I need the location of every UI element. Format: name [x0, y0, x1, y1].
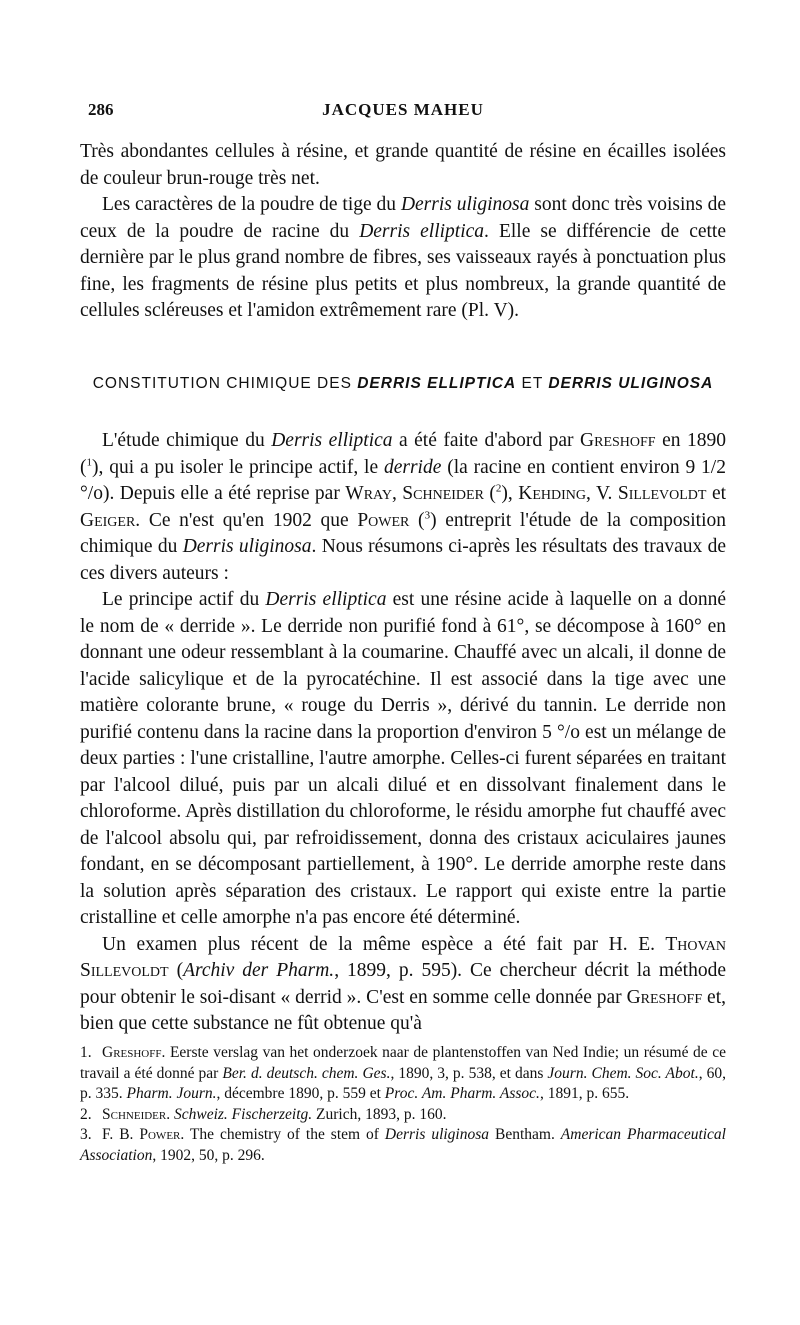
paragraph: L'étude chimique du Derris elliptica a été faite d'abord par Greshoff en 1890 ($^1$), qui a pu isoler le principe actif, le derride (la racine en contient environ 9 1/2 °/o). Depuis elle a été reprise par Wray, Schneider ($^2$), Kehding, V. Sillevoldt et Geiger. Ce n'est qu'en 1902 que Power ($^3$) entreprit l'étude de la composition chimique du Derris uliginosa. Nous résumons ci-après les résultats des travaux de ces divers auteurs :: [80, 430, 727, 584]
species-name: Derris uliginosa: [400, 194, 530, 215]
paragraph: Le principe actif du Derris elliptica est une résine acide à laquelle on a donné le nom de « derride ». Le derride non purifié fond à 61°, se décompose à 160° en donnant une odeur ressemblant à la coumarine. Chauffé avec un alcali, il donne de l'acide salicylique et de la pyrocatéchine. Il est associé dans la tige avec une matière colorante brune, « rouge du Derris », dérivé du tannin. Le derride non purifié contenu dans la racine dans la proportion d'environ 5 °/o est un mélange de deux parties : l'une cristalline, l'autre amorphe. Celles-ci furent séparées en traitant par l'alcool dilué, puis par un alcali dilué et en dissolvant finalement dans le chloroforme. Après distillation du chloroforme, le résidu amorphe fut chauffé avec de l'alcool absolu qui, par refroidissement, donna des cristaux aciculaires jaunes fondant, en se décomposant partiellement, à 190°. Le derride amorphe reste dans la solution après séparation des cristaux. Le rapport qui existe entre la partie cristalline et celle amorphe n'a pas encore été déterminé.: [80, 589, 726, 928]
running-head: JACQUES MAHEU: [322, 100, 484, 119]
paragraph: Très abondantes cellules à résine, et grande quantité de résine en écailles isolées de couleur brun-rouge très net.: [80, 141, 726, 189]
page-header: [80, 100, 726, 124]
species-name: Derris elliptica: [359, 220, 485, 242]
footnotes: [80, 1043, 726, 1166]
footnote: 1. Greshoff. Eerste verslag van het onderzoek naar de plantenstoffen van Ned Indie; un résumé de ce travail a été donné par Ber. d. deutsch. chem. Ges., 1890, 3, p. 538, et dans Journ. Chem. Soc. Abot., 60, p. 335. Pharm. Journ., décembre 1890, p. 559 et Proc. Am. Pharm. Assoc., 1891, p. 655.: [80, 1044, 726, 1102]
intro-text: [80, 139, 726, 325]
author-name: Wray, Schneider: [345, 483, 484, 504]
author-name: Greshoff: [626, 986, 703, 1008]
footnote: 2. Schneider. Schweiz. Fischerzeitg. Zurich, 1893, p. 160.: [80, 1105, 447, 1123]
footnote-ref: 3: [424, 509, 431, 521]
footnote: 3. F. B. Power. The chemistry of the stem of Derris uliginosa Bentham. American Pharmaceutical Association, 1902, 50, p. 296.: [80, 1126, 726, 1164]
author-name: Geiger: [80, 509, 136, 531]
author-name: H. E. Thovan Sillevoldt: [80, 933, 726, 981]
body-text: [80, 428, 726, 1038]
paragraph: Les caractères de la poudre de tige du Derris uliginosa sont donc très voisins de ceux de la poudre de racine du Derris elliptica. Elle se différencie de cette dernière par le plus grand nombre de fibres, ses vaisseaux rayés à ponctuation plus fine, les fragments de résine plus petits et plus nombreux, la grande quantité de cellules scléreuses et l'amidon extrêmement rare (Pl. V).: [80, 194, 727, 321]
footnote-ref: 2: [495, 482, 502, 495]
page-number: 286: [88, 100, 114, 119]
author-name: Kehding, V. Sillevoldt: [518, 483, 707, 504]
paragraph: Un examen plus récent de la même espèce a été fait par H. E. Thovan Sillevoldt (Archiv der Pharm., 1899, p. 595). Ce chercheur décrit la méthode pour obtenir le soi-disant « derrid ». C'est en somme celle donnée par Greshoff et, bien que cette substance ne fût obtenue qu'à: [80, 933, 726, 1034]
section-heading: CONSTITUTION CHIMIQUE DES DERRIS ELLIPTICA ET DERRIS ULIGINOSA: [92, 375, 714, 392]
author-name: Power: [357, 509, 410, 531]
journal-title: Archiv der Pharm.: [183, 960, 335, 981]
author-name: Greshoff: [580, 430, 656, 451]
footnote-ref: 1: [86, 456, 92, 468]
